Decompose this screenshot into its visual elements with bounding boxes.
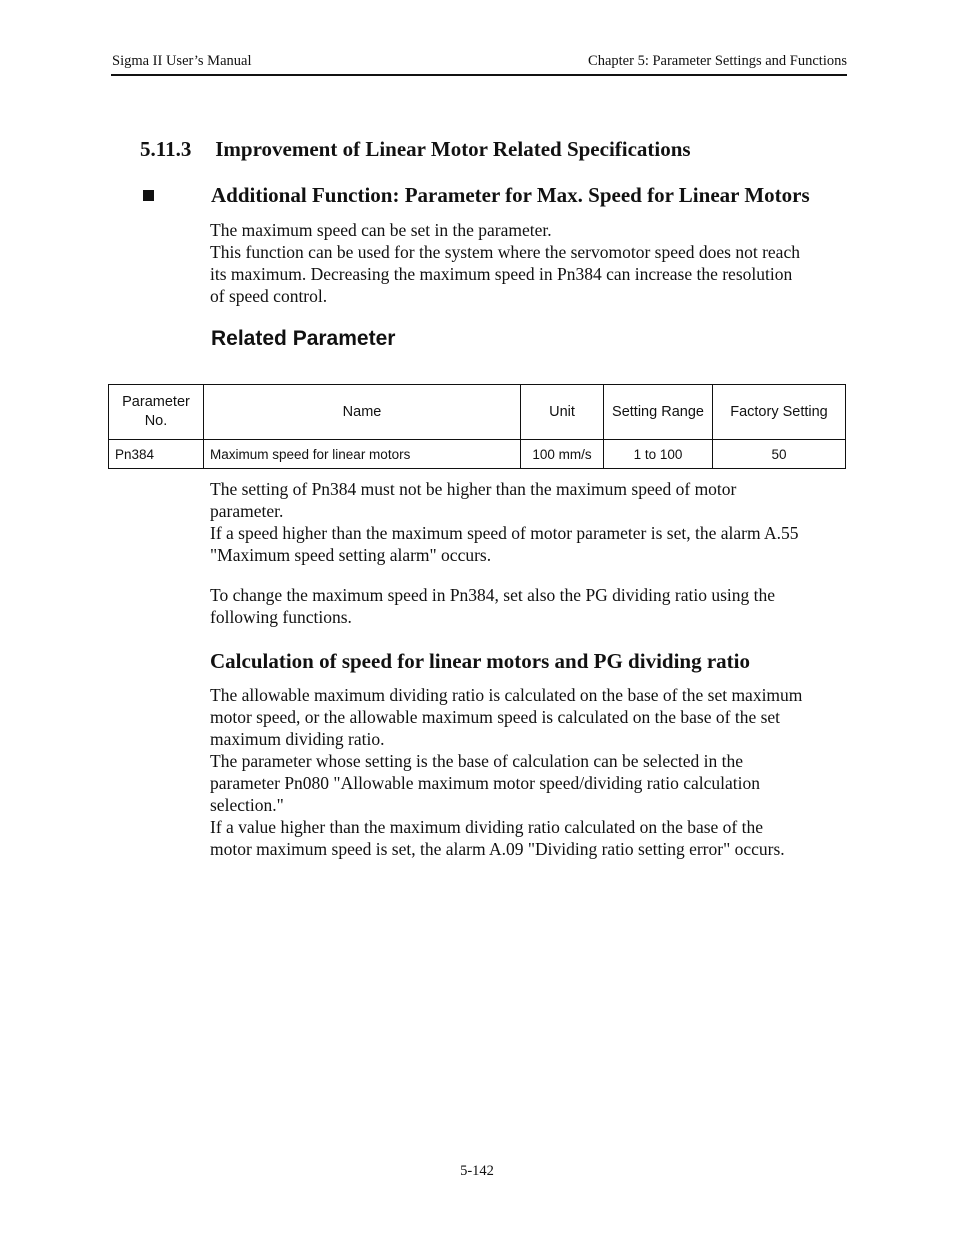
paragraph-line: motor speed, or the allowable maximum speed is calculated on the base of the set (210, 707, 781, 727)
table-row (109, 440, 846, 469)
parameter-table (108, 384, 846, 469)
paragraph-line: To change the maximum speed in Pn384, set also the PG dividing ratio using the (210, 585, 776, 605)
header-divider (111, 74, 847, 76)
pg-ratio-paragraph (210, 584, 850, 628)
paragraph-line: maximum dividing ratio. (210, 729, 385, 749)
paragraph-line: The maximum speed can be set in the parameter. (210, 220, 552, 240)
header-manual-title: Sigma II User’s Manual (112, 53, 252, 69)
page-number: 5-142 (460, 1163, 494, 1179)
calculation-paragraph (210, 684, 850, 860)
header-chapter-title: Chapter 5: Parameter Settings and Functions (588, 53, 847, 69)
cell-name: Maximum speed for linear motors (204, 440, 521, 469)
column-header-setting-range: Setting Range (604, 385, 713, 440)
calculation-heading: Calculation of speed for linear motors and PG dividing ratio (210, 649, 750, 673)
paragraph-line: following functions. (210, 607, 352, 627)
paragraph-line: parameter. (210, 501, 284, 521)
section-number: 5.11.3 (140, 137, 192, 161)
square-bullet-icon (143, 190, 154, 201)
section-title: Improvement of Linear Motor Related Specifications (215, 137, 691, 161)
intro-paragraph (210, 219, 850, 307)
cell-unit: 100 mm/s (521, 440, 604, 469)
paragraph-line: its maximum. Decreasing the maximum speed in Pn384 can increase the resolution (210, 264, 793, 284)
paragraph-line: selection." (210, 795, 284, 815)
column-header-parameter-no: Parameter No. (109, 385, 204, 440)
column-header-name: Name (204, 385, 521, 440)
paragraph-line: parameter Pn080 "Allowable maximum motor speed/dividing ratio calculation (210, 773, 760, 793)
table-header-row (109, 385, 846, 440)
column-header-unit: Unit (521, 385, 604, 440)
paragraph-line: The setting of Pn384 must not be higher than the maximum speed of motor (210, 479, 737, 499)
paragraph-line: The parameter whose setting is the base of calculation can be selected in the (210, 751, 744, 771)
paragraph-line: "Maximum speed setting alarm" occurs. (210, 545, 492, 565)
subsection-title: Additional Function: Parameter for Max. Speed for Linear Motors (211, 183, 810, 207)
related-parameter-heading: Related Parameter (211, 327, 396, 350)
setting-limit-paragraph (210, 478, 850, 566)
cell-setting-range: 1 to 100 (604, 440, 713, 469)
paragraph-line: This function can be used for the system where the servomotor speed does not reach (210, 242, 800, 262)
paragraph-line: If a value higher than the maximum dividing ratio calculated on the base of the (210, 817, 764, 837)
column-header-factory-setting: Factory Setting (713, 385, 846, 440)
paragraph-line: of speed control. (210, 286, 328, 306)
section-heading (140, 137, 691, 162)
paragraph-line: The allowable maximum dividing ratio is calculated on the base of the set maximum (210, 685, 803, 705)
cell-parameter-no: Pn384 (109, 440, 204, 469)
cell-factory-setting: 50 (713, 440, 846, 469)
paragraph-line: If a speed higher than the maximum speed of motor parameter is set, the alarm A.55 (210, 523, 799, 543)
paragraph-line: motor maximum speed is set, the alarm A.09 "Dividing ratio setting error" occurs. (210, 839, 785, 859)
